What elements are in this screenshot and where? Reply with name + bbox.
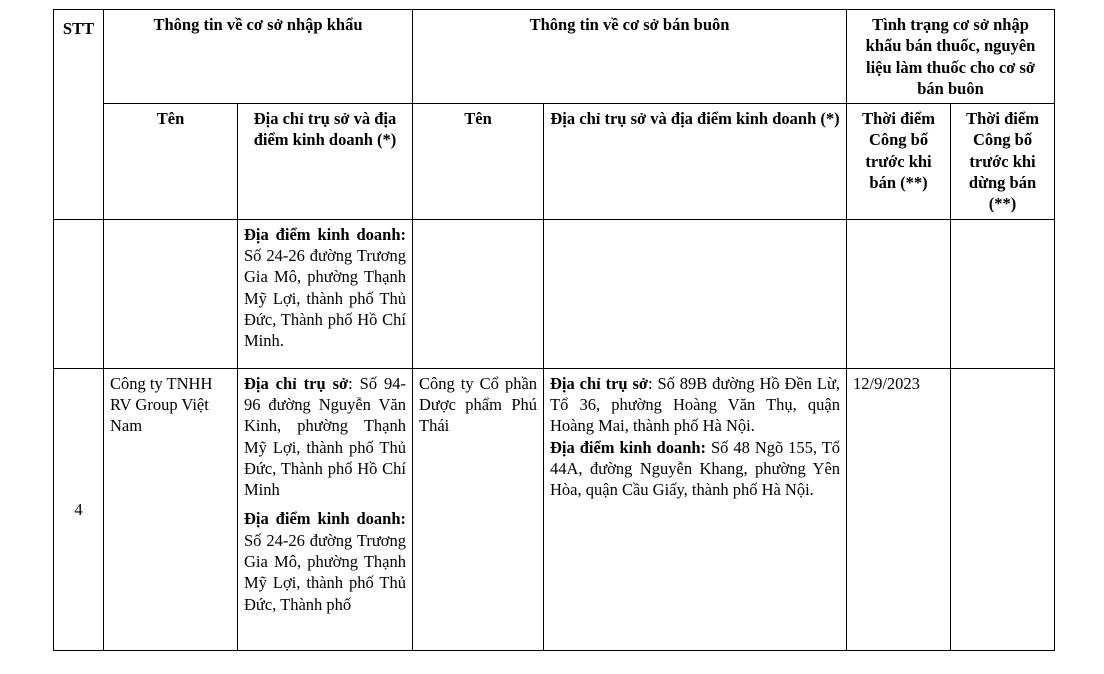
importer-name-cell: Công ty TNHH RV Group Việt Nam [104, 368, 238, 650]
header-row-top [54, 10, 1055, 104]
importer-address-header: Địa chỉ trụ sở và địa điểm kinh doanh (*) [238, 104, 413, 219]
announce-stop-cell [951, 219, 1055, 368]
headquarters-label: Địa chỉ trụ sở [550, 373, 649, 393]
importer-address-cell [238, 368, 413, 650]
headquarters-text: : Số 89B đường Hồ Đền Lừ, Tổ 36, phường Hoàng Văn Thụ, quận Hoàng Mai, thành phố Hà Nội. [550, 373, 841, 436]
wholesaler-name-cell [413, 219, 544, 368]
announce-sale-cell: 12/9/2023 [847, 368, 951, 650]
status-header: Tình trạng cơ sở nhập khẩu bán thuốc, nguyên liệu làm thuốc cho cơ sở bán buôn [847, 10, 1055, 104]
business-location-text: Số 24-26 đường Trương Gia Mô, phường Thạnh Mỹ Lợi, thành phố Thủ Đức, Thành phố [244, 530, 407, 614]
business-location-label: Địa điểm kinh doanh: [244, 224, 407, 244]
importer-header: Thông tin về cơ sở nhập khẩu [104, 10, 413, 104]
importer-business-location [244, 224, 406, 352]
registry-table [53, 9, 1055, 651]
stt-header: STT [54, 10, 104, 220]
announce-before-stop-header: Thời điểm Công bố trước khi dừng bán (**) [951, 104, 1055, 219]
wholesaler-address-cell [544, 368, 847, 650]
wholesaler-business-location [550, 437, 840, 501]
headquarters-label: Địa chỉ trụ sở [244, 373, 349, 393]
table-row [54, 368, 1055, 650]
wholesaler-headquarters [550, 373, 840, 437]
wholesaler-header: Thông tin về cơ sở bán buôn [413, 10, 847, 104]
headquarters-text: : Số 94-96 đường Nguyễn Văn Kinh, phường Thạnh Mỹ Lợi, thành phố Thủ Đức, Thành phố Hồ Chí Minh [244, 373, 407, 500]
importer-name-cell [104, 219, 238, 368]
business-location-label: Địa điểm kinh doanh: [550, 437, 707, 457]
announce-stop-cell [951, 368, 1055, 650]
importer-address-cell [238, 219, 413, 368]
importer-name-header: Tên [104, 104, 238, 219]
wholesaler-name-cell: Công ty Cổ phần Dược phẩm Phú Thái [413, 368, 544, 650]
stt-cell: 4 [54, 368, 104, 650]
business-location-text: Số 48 Ngõ 155, Tổ 44A, đường Nguyễn Khang, phường Yên Hòa, quận Cầu Giấy, thành phố Hà Nội. [550, 437, 841, 500]
announce-sale-cell [847, 219, 951, 368]
stt-cell [54, 219, 104, 368]
wholesaler-address-cell [544, 219, 847, 368]
table-row [54, 219, 1055, 368]
announce-before-sale-header: Thời điểm Công bố trước khi bán (**) [847, 104, 951, 219]
importer-business-location [244, 508, 406, 614]
wholesaler-address-header: Địa chỉ trụ sở và địa điểm kinh doanh (*) [544, 104, 847, 219]
business-location-label: Địa điểm kinh doanh: [244, 509, 407, 529]
importer-headquarters [244, 373, 406, 501]
header-row-sub [54, 104, 1055, 219]
business-location-text: Số 24-26 đường Trương Gia Mô, phường Thạnh Mỹ Lợi, thành phố Thủ Đức, Thành phố Hồ Chí Minh. [244, 245, 407, 351]
wholesaler-name-header: Tên [413, 104, 544, 219]
